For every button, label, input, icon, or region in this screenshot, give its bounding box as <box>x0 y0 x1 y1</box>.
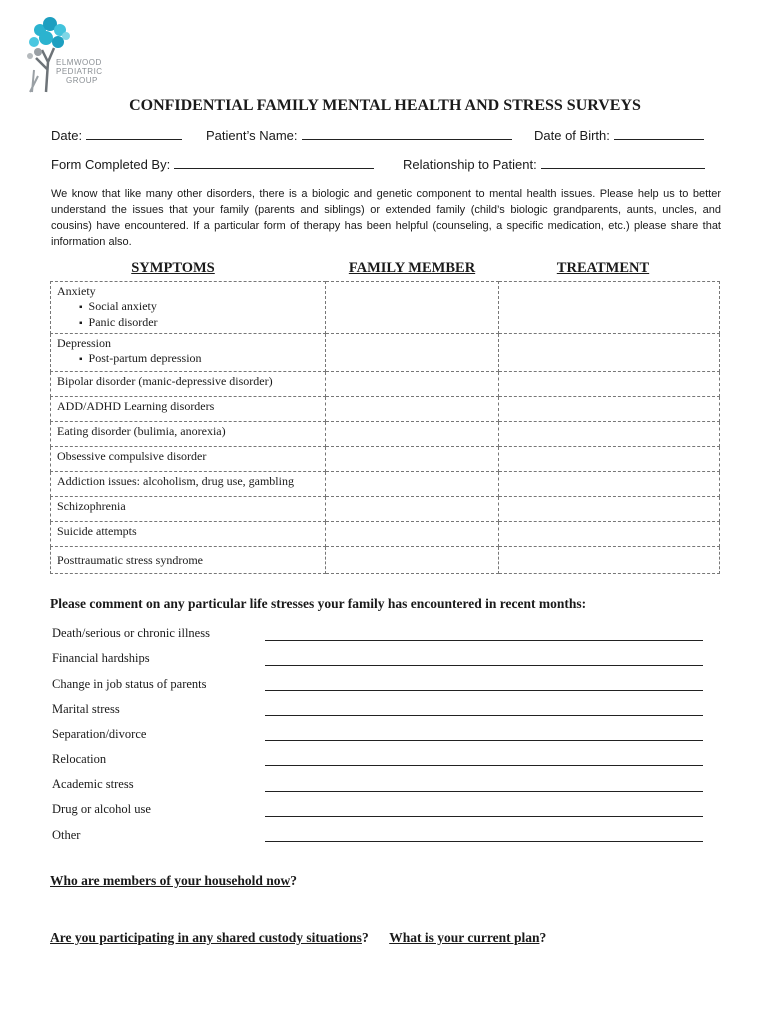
question-mark: ? <box>290 873 298 888</box>
stress-item-label: Drug or alcohol use <box>52 802 151 816</box>
stress-answer-line[interactable] <box>265 765 703 766</box>
stress-answer-line[interactable] <box>265 740 703 741</box>
dob-label: Date of Birth: <box>534 128 610 143</box>
family-member-cell[interactable] <box>326 397 499 422</box>
patient-name-field[interactable] <box>206 126 512 143</box>
stress-prompt: Please comment on any particular life stresses your family has encountered in recent months: <box>50 596 587 611</box>
symptom-cell: ADD/ADHD Learning disorders <box>51 397 326 422</box>
treatment-cell[interactable] <box>499 422 720 447</box>
symptoms-header: SYMPTOMS <box>131 260 215 276</box>
symptom-cell: Schizophrenia <box>51 497 326 522</box>
symptom-cell <box>51 282 326 334</box>
family-member-header: FAMILY MEMBER <box>348 260 476 276</box>
stress-answer-line[interactable] <box>265 841 703 842</box>
table-row <box>51 282 720 334</box>
stress-item-label: Separation/divorce <box>52 727 147 741</box>
symptom-sub-label: ▪ Post-partum depression <box>57 351 319 367</box>
custody-question-text: Are you participating in any shared custody situations <box>50 930 362 945</box>
completed-by-label: Form Completed By: <box>51 157 171 172</box>
family-member-cell[interactable] <box>326 472 499 497</box>
stress-answer-line[interactable] <box>265 816 703 817</box>
symptom-sub-label: ▪ Panic disorder <box>57 315 319 331</box>
plan-question-text: What is your current plan <box>389 930 540 945</box>
table-row <box>51 472 720 497</box>
date-label: Date: <box>51 128 83 143</box>
family-member-cell[interactable] <box>326 282 499 334</box>
table-row <box>51 547 720 574</box>
family-member-cell[interactable] <box>326 547 499 574</box>
stress-answer-line[interactable] <box>265 665 703 666</box>
symptom-cell <box>51 334 326 372</box>
table-row <box>51 397 720 422</box>
family-member-cell[interactable] <box>326 522 499 547</box>
treatment-cell[interactable] <box>499 282 720 334</box>
symptom-cell: Obsessive compulsive disorder <box>51 447 326 472</box>
stress-item-label: Relocation <box>52 752 107 766</box>
symptoms-table <box>50 281 720 574</box>
dob-field[interactable] <box>534 126 704 143</box>
logo-text: ELMWOOD PEDIATRIC GROUP <box>56 58 103 85</box>
family-member-cell[interactable] <box>326 447 499 472</box>
stress-answer-line[interactable] <box>265 715 703 716</box>
stress-item-label: Other <box>52 828 81 842</box>
stress-item-label: Financial hardships <box>52 651 150 665</box>
treatment-cell[interactable] <box>499 397 720 422</box>
completed-by-field[interactable] <box>51 155 374 172</box>
stress-answer-line[interactable] <box>265 640 703 641</box>
household-question-text: Who are members of your household now <box>50 873 291 888</box>
family-member-cell[interactable] <box>326 372 499 397</box>
stress-answer-line[interactable] <box>265 690 703 691</box>
stress-item-label: Marital stress <box>52 702 120 716</box>
table-row <box>51 447 720 472</box>
symptom-cell: Suicide attempts <box>51 522 326 547</box>
date-field[interactable] <box>51 126 182 143</box>
family-member-cell[interactable] <box>326 497 499 522</box>
question-mark: ? <box>539 930 547 945</box>
stress-item-label: Change in job status of parents <box>52 677 207 691</box>
treatment-cell[interactable] <box>499 334 720 372</box>
symptom-sub-label: ▪ Social anxiety <box>57 299 319 315</box>
treatment-cell[interactable] <box>499 547 720 574</box>
stress-item-label: Academic stress <box>52 777 134 791</box>
symptom-cell: Eating disorder (bulimia, anorexia) <box>51 422 326 447</box>
question-mark: ? <box>361 930 369 945</box>
form-title: CONFIDENTIAL FAMILY MENTAL HEALTH AND STRESS SURVEYS <box>129 97 641 114</box>
table-row <box>51 334 720 372</box>
household-question <box>50 873 297 889</box>
symptom-cell: Bipolar disorder (manic-depressive disorder) <box>51 372 326 397</box>
treatment-cell[interactable] <box>499 497 720 522</box>
treatment-header: TREATMENT <box>556 260 650 276</box>
treatment-cell[interactable] <box>499 372 720 397</box>
table-row <box>51 422 720 447</box>
symptom-cell: Addiction issues: alcoholism, drug use, gambling <box>51 472 326 497</box>
custody-question <box>50 930 546 946</box>
symptom-label: Depression <box>57 336 111 350</box>
table-row <box>51 497 720 522</box>
family-member-cell[interactable] <box>326 422 499 447</box>
relationship-field[interactable] <box>403 155 705 172</box>
family-member-cell[interactable] <box>326 334 499 372</box>
patient-name-label: Patient’s Name: <box>206 128 298 143</box>
intro-paragraph: We know that like many other disorders, there is a biologic and genetic component to mental health issues. Please help us to better understand the issues that your family (parents and siblings) or extended family (child’s biologic grandparents, aunts, uncles, and cousins) have encountered. If a particular form of therapy has been helpful (counseling, a specific medication, etc.) please share that information also. <box>51 188 721 248</box>
treatment-cell[interactable] <box>499 522 720 547</box>
symptom-label: Anxiety <box>57 284 96 298</box>
treatment-cell[interactable] <box>499 472 720 497</box>
table-row <box>51 522 720 547</box>
table-row <box>51 372 720 397</box>
stress-item-label: Death/serious or chronic illness <box>52 626 210 640</box>
symptom-cell: Posttraumatic stress syndrome <box>51 547 326 574</box>
stress-answer-line[interactable] <box>265 791 703 792</box>
relationship-label: Relationship to Patient: <box>403 157 537 172</box>
treatment-cell[interactable] <box>499 447 720 472</box>
